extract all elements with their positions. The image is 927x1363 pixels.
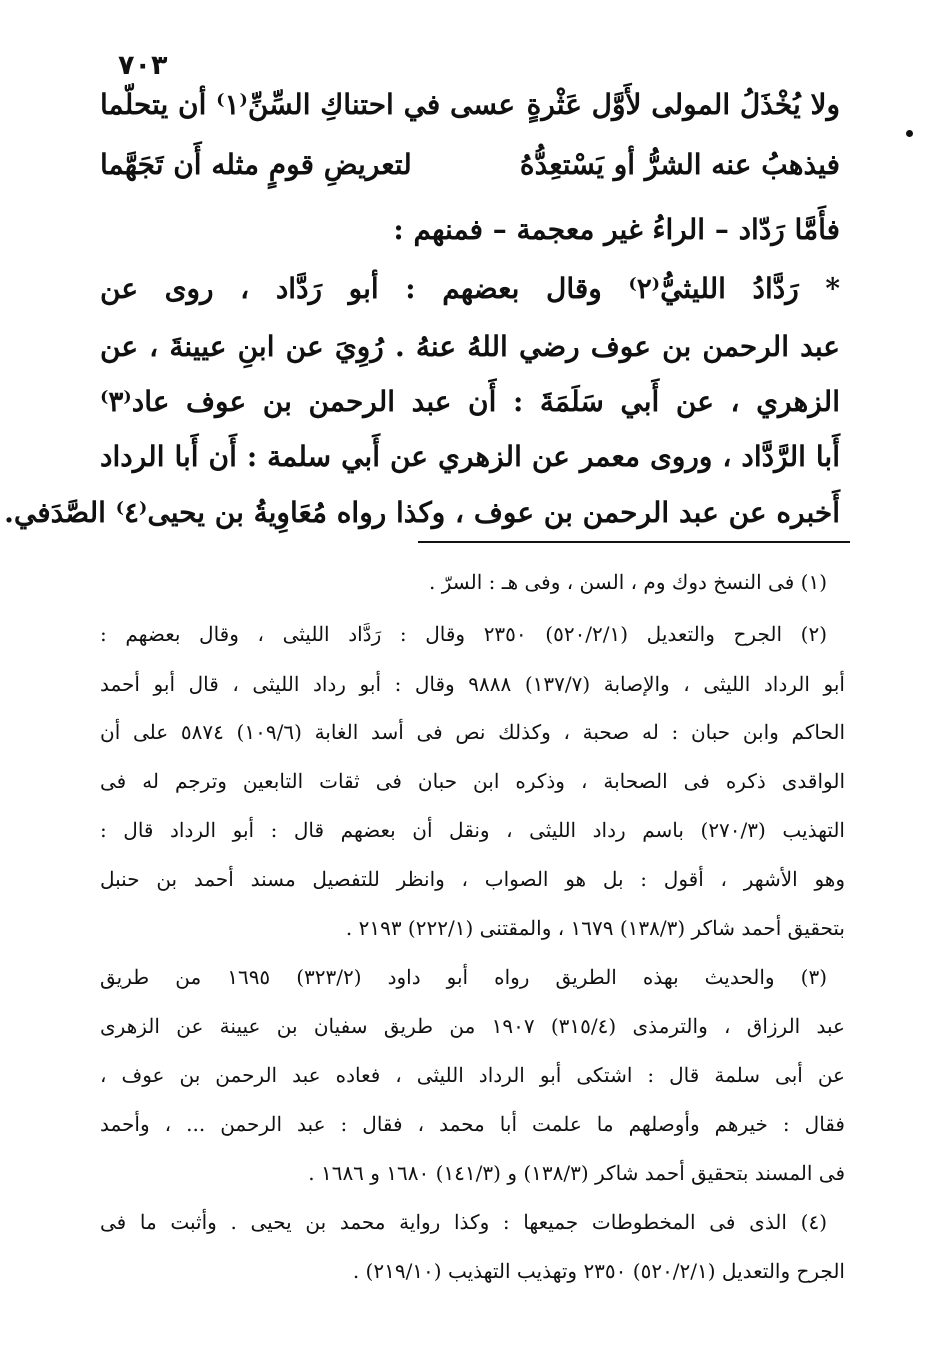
verse-1-first-hemistich: ولا يُخْذَلُ المولى لأَوَّل عَثْرةٍ [526, 88, 840, 121]
poem-verse-2 [100, 148, 840, 202]
footnote-4-line: الجرح والتعديل (٥٢٠/٢/١) ٢٣٥٠ وتهذيب التهذيب (٢١٩/١٠) . [352, 1259, 845, 1283]
main-text-line: فأَمَّا رَدّاد – الراءُ غير معجمة – فمنهم : [393, 213, 840, 246]
entry-heading-line: * رَدَّادُ الليثيُّ⁽٢⁾ وقال بعضهم : أبو رَدَّاد ، روى عن [100, 272, 840, 305]
verse-1-second-hemistich: عسى في احتناكِ السِّنِّ⁽١⁾ أن يتحلّما [100, 88, 516, 121]
margin-dot-mark [906, 130, 913, 137]
verse-2-first-hemistich: فيذهبُ عنه الشرُّ أو يَسْتعِدُّهُ [519, 148, 840, 181]
footnote-2-line: وهو الأشهر ، أقول : بل هو الصواب ، وانظر للتفصيل مسند أحمد بن حنبل [100, 867, 845, 891]
footnote-3-line: فقال : خيرهم وأوصلهم ما علمت أبا محمد ، فقال : عبد الرحمن ... ، وأحمد [100, 1112, 845, 1136]
footnote-2-line: الحاكم وابن حبان : له صحبة ، وكذلك نص فى أسد الغابة (١٠٩/٦) ٥٨٧٤ على أن [100, 720, 846, 744]
footnote-2-line: أبو الرداد الليثى ، والإصابة (١٣٧/٧) ٩٨٨٨ وقال : أبو رداد الليثى ، قال أبو أحمد [100, 672, 845, 696]
verse-2-second-hemistich: لتعريضِ قومٍ مثله أَن تَجَهَّما [100, 148, 412, 181]
footnote-2-line: بتحقيق أحمد شاكر (١٣٨/٣) ١٦٧٩ ، والمقتنى (٢٢٢/١) ٢١٩٣ . [345, 916, 845, 940]
footnote-1: (١) فى النسخ دوك وم ، السن ، وفى هـ : السرّ . [429, 570, 827, 594]
poem-verse-1 [100, 88, 840, 142]
footnote-2-line: التهذيب (٢٧٠/٣) باسم رداد الليثى ، ونقل أن بعضهم قال : أبو الرداد قال : [100, 818, 845, 842]
page-number: ٧٠٣ [118, 50, 168, 81]
footnote-divider [418, 541, 850, 543]
footnote-3-line: فى المسند بتحقيق أحمد شاكر (١٣٨/٣) و (١٤١/٣) ١٦٨٠ و ١٦٨٦ . [308, 1161, 845, 1185]
footnote-3-line: (٣) والحديث بهذه الطريق رواه أبو داود (٣٢٣/٢) ١٦٩٥ من طريق [100, 965, 827, 989]
footnote-3-line: عن أبى سلمة قال : اشتكى أبو الرداد الليثى ، فعاده عبد الرحمن بن عوف ، [100, 1063, 845, 1087]
footnote-4-line: (٤) الذى فى المخطوطات جميعها : وكذا رواية محمد بن يحيى . وأثبت ما فى [100, 1210, 827, 1234]
footnote-3-line: عبد الرزاق ، والترمذى (٣١٥/٤) ١٩٠٧ من طريق سفيان بن عيينة عن الزهرى [100, 1014, 845, 1038]
main-text-line: الزهري ، عن أَبي سَلَمَةَ : أَن عبد الرحمن بن عوف عاد⁽٣⁾ [100, 385, 840, 418]
main-text-line: أَخبره عن عبد الرحمن بن عوف ، وكذا رواه مُعَاوِيةُ بن يحيى⁽٤⁾ الصَّدَفي. [4, 496, 840, 529]
footnote-2-line: (٢) الجرح والتعديل (٥٢٠/٢/١) ٢٣٥٠ وقال : رَدَّاد الليثى ، وقال بعضهم : [100, 622, 827, 646]
main-text-line: أَبا الرَّدَّاد ، وروى معمر عن الزهري عن أَبي سلمة : أَن أَبا الرداد [100, 440, 840, 473]
footnote-2-line: الواقدى ذكره فى الصحابة ، وذكره ابن حبان فى ثقات التابعين وترجم له فى [100, 769, 845, 793]
main-text-line: عبد الرحمن بن عوف رضي اللهُ عنهُ . رُوِيَ عن ابنِ عيينةَ ، عن [100, 330, 840, 363]
